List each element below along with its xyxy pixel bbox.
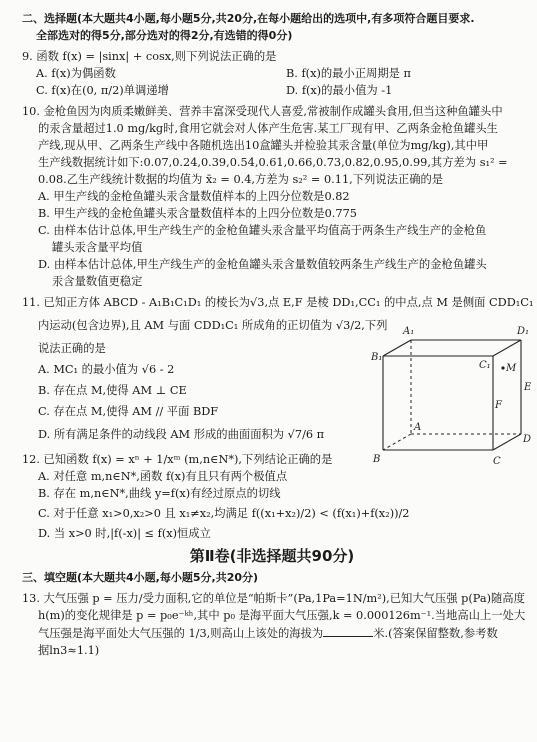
q11-option-b: B. 存在点 M,使得 AM ⊥ CE: [38, 384, 187, 397]
label-b1: B₁: [371, 352, 383, 363]
q11-line2: 内运动(包含边界),且 AM 与面 CDD₁C₁ 所成角的正切值为 √3/2,下列: [38, 319, 388, 332]
label-a: A: [414, 422, 422, 433]
label-f: F: [495, 400, 502, 411]
section2-heading: 二、选择题(本大题共4小题,每小题5分,共20分,在每小题给出的选项中,有多项符合题目要求.: [22, 12, 475, 25]
q11-line3: 说法正确的是: [38, 342, 106, 355]
question-9: [22, 48, 522, 99]
edge-d1c1: [493, 340, 521, 356]
edge-a1b1: [383, 340, 411, 356]
label-m: M: [506, 363, 517, 374]
q10-line3: 产线,现从甲、乙两条生产线中各随机选出10盒罐头并检验其汞含量(单位为mg/kg),其中甲: [38, 139, 489, 152]
q9-stem: 9. 函数 f(x) = |sinx| + cosx,则下列说法正确的是: [22, 50, 277, 63]
label-c1: C₁: [479, 360, 491, 371]
q10-option-d-cont: 汞含量数值更稳定: [52, 275, 143, 288]
q12-stem: 12. 已知函数 f(x) = xⁿ + 1/xᵐ (m,n∈N*),下列结论正确的是: [22, 453, 333, 466]
q9-option-d: D. f(x)的最小值为 -1: [286, 84, 393, 97]
q11-line1: 11. 已知正方体 ABCD - A₁B₁C₁D₁ 的棱长为√3,点 E,F 是棱 DD₁,CC₁ 的中点,点 M 是侧面 CDD₁C₁: [22, 296, 534, 309]
q12-option-c: C. 对于任意 x₁>0,x₂>0 且 x₁≠x₂,均满足 f((x₁+x₂)/2) < (f(x₁)+f(x₂))/2: [38, 507, 410, 520]
q10-option-c-cont: 罐头汞含量平均值: [52, 241, 143, 254]
edge-cd: [493, 434, 521, 450]
q10-line5: 0.08.乙生产线统计数据的均值为 x̄₂ = 0.4,方差为 s₂² = 0.11,下列说法正确的是: [38, 173, 444, 186]
label-b: B: [373, 454, 381, 465]
label-a1: A₁: [403, 326, 415, 337]
section2-heading-cont: 全部选对的得5分,部分选对的得2分,有选错的得0分): [36, 29, 293, 42]
q11-option-c: C. 存在点 M,使得 AM // 平面 BDF: [38, 405, 219, 418]
q9-option-c: C. f(x)在(0, π/2)单调递增: [36, 84, 169, 97]
point-m: [501, 366, 504, 369]
question-13: [22, 590, 526, 659]
edge-ab-hidden: [383, 434, 411, 450]
q13-line4: 据ln3≈1.1): [38, 644, 100, 657]
q11-option-d: D. 所有满足条件的动线段 AM 形成的曲面面积为 √7/6 π: [38, 428, 325, 441]
part-2-title: 第Ⅱ卷(非选择题共90分): [189, 547, 355, 565]
q10-line2: 的汞含量超过1.0 mg/kg时,食用它就会对人体产生危害.某工厂现有甲、乙两条金枪鱼罐头生: [38, 122, 498, 135]
q10-line4: 生产线数据统计如下:0.07,0.24,0.39,0.54,0.61,0.66,0.73,0.82,0.95,0.99,其方差为 s₁² =: [38, 156, 508, 169]
q10-option-c: C. 由样本估计总体,甲生产线生产的金枪鱼罐头汞含量平均值高于两条生产线生产的金枪鱼: [38, 224, 487, 237]
section3-heading: 三、填空题(本大题共4小题,每小题5分,共20分): [22, 571, 259, 584]
q9-option-a: A. f(x)为偶函数: [36, 67, 116, 80]
q10-option-a: A. 甲生产线的金枪鱼罐头汞含量数值样本的上四分位数是0.82: [38, 190, 350, 203]
q10-option-d: D. 由样本估计总体,甲生产线生产的金枪鱼罐头汞含量数值较两条生产线生产的金枪鱼罐头: [38, 258, 487, 271]
label-d: D: [523, 434, 531, 445]
q13-line3-tail: 米.(答案保留整数,参考数: [373, 627, 498, 640]
q13-line2: h(m)的变化规律是 p = p₀e⁻ᵏʰ,其中 p₀ 是海平面大气压强,k = 0.000126m⁻¹.当地高山上一处大: [38, 609, 526, 622]
answer-blank[interactable]: [323, 624, 373, 637]
q13-line3: [22, 624, 522, 642]
label-c: C: [493, 456, 501, 467]
q11-option-a: A. MC₁ 的最小值为 √6 - 2: [38, 363, 175, 376]
q12-option-d: D. 当 x>0 时,|f(-x)| ≤ f(x)恒成立: [38, 527, 211, 540]
q10-option-b: B. 甲生产线的金枪鱼罐头汞含量数值样本的上四分位数是0.775: [38, 207, 357, 220]
q10-line1: 10. 金枪鱼因为肉质柔嫩鲜美、营养丰富深受现代人喜爱,常被制作成罐头食用,但当这种鱼罐头中: [22, 105, 503, 118]
q12-option-a: A. 对任意 m,n∈N*,函数 f(x)有且只有两个极值点: [38, 470, 288, 483]
question-10: [22, 103, 522, 290]
label-e: E: [524, 382, 531, 393]
cube-diagram: [371, 318, 531, 468]
label-d1: D₁: [517, 326, 530, 337]
q13-line3-text: 气压强是海平面处大气压强的 1/3,则高山上该处的海拔为: [38, 627, 324, 640]
q9-option-b: B. f(x)的最小正周期是 π: [286, 67, 411, 80]
q13-line1: 13. 大气压强 p = 压力/受力面积,它的单位是“帕斯卡”(Pa,1Pa=1N/m²),已知大气压强 p(Pa)随高度: [22, 592, 525, 605]
q12-option-b: B. 存在 m,n∈N*,曲线 y=f(x)有经过原点的切线: [38, 487, 281, 500]
